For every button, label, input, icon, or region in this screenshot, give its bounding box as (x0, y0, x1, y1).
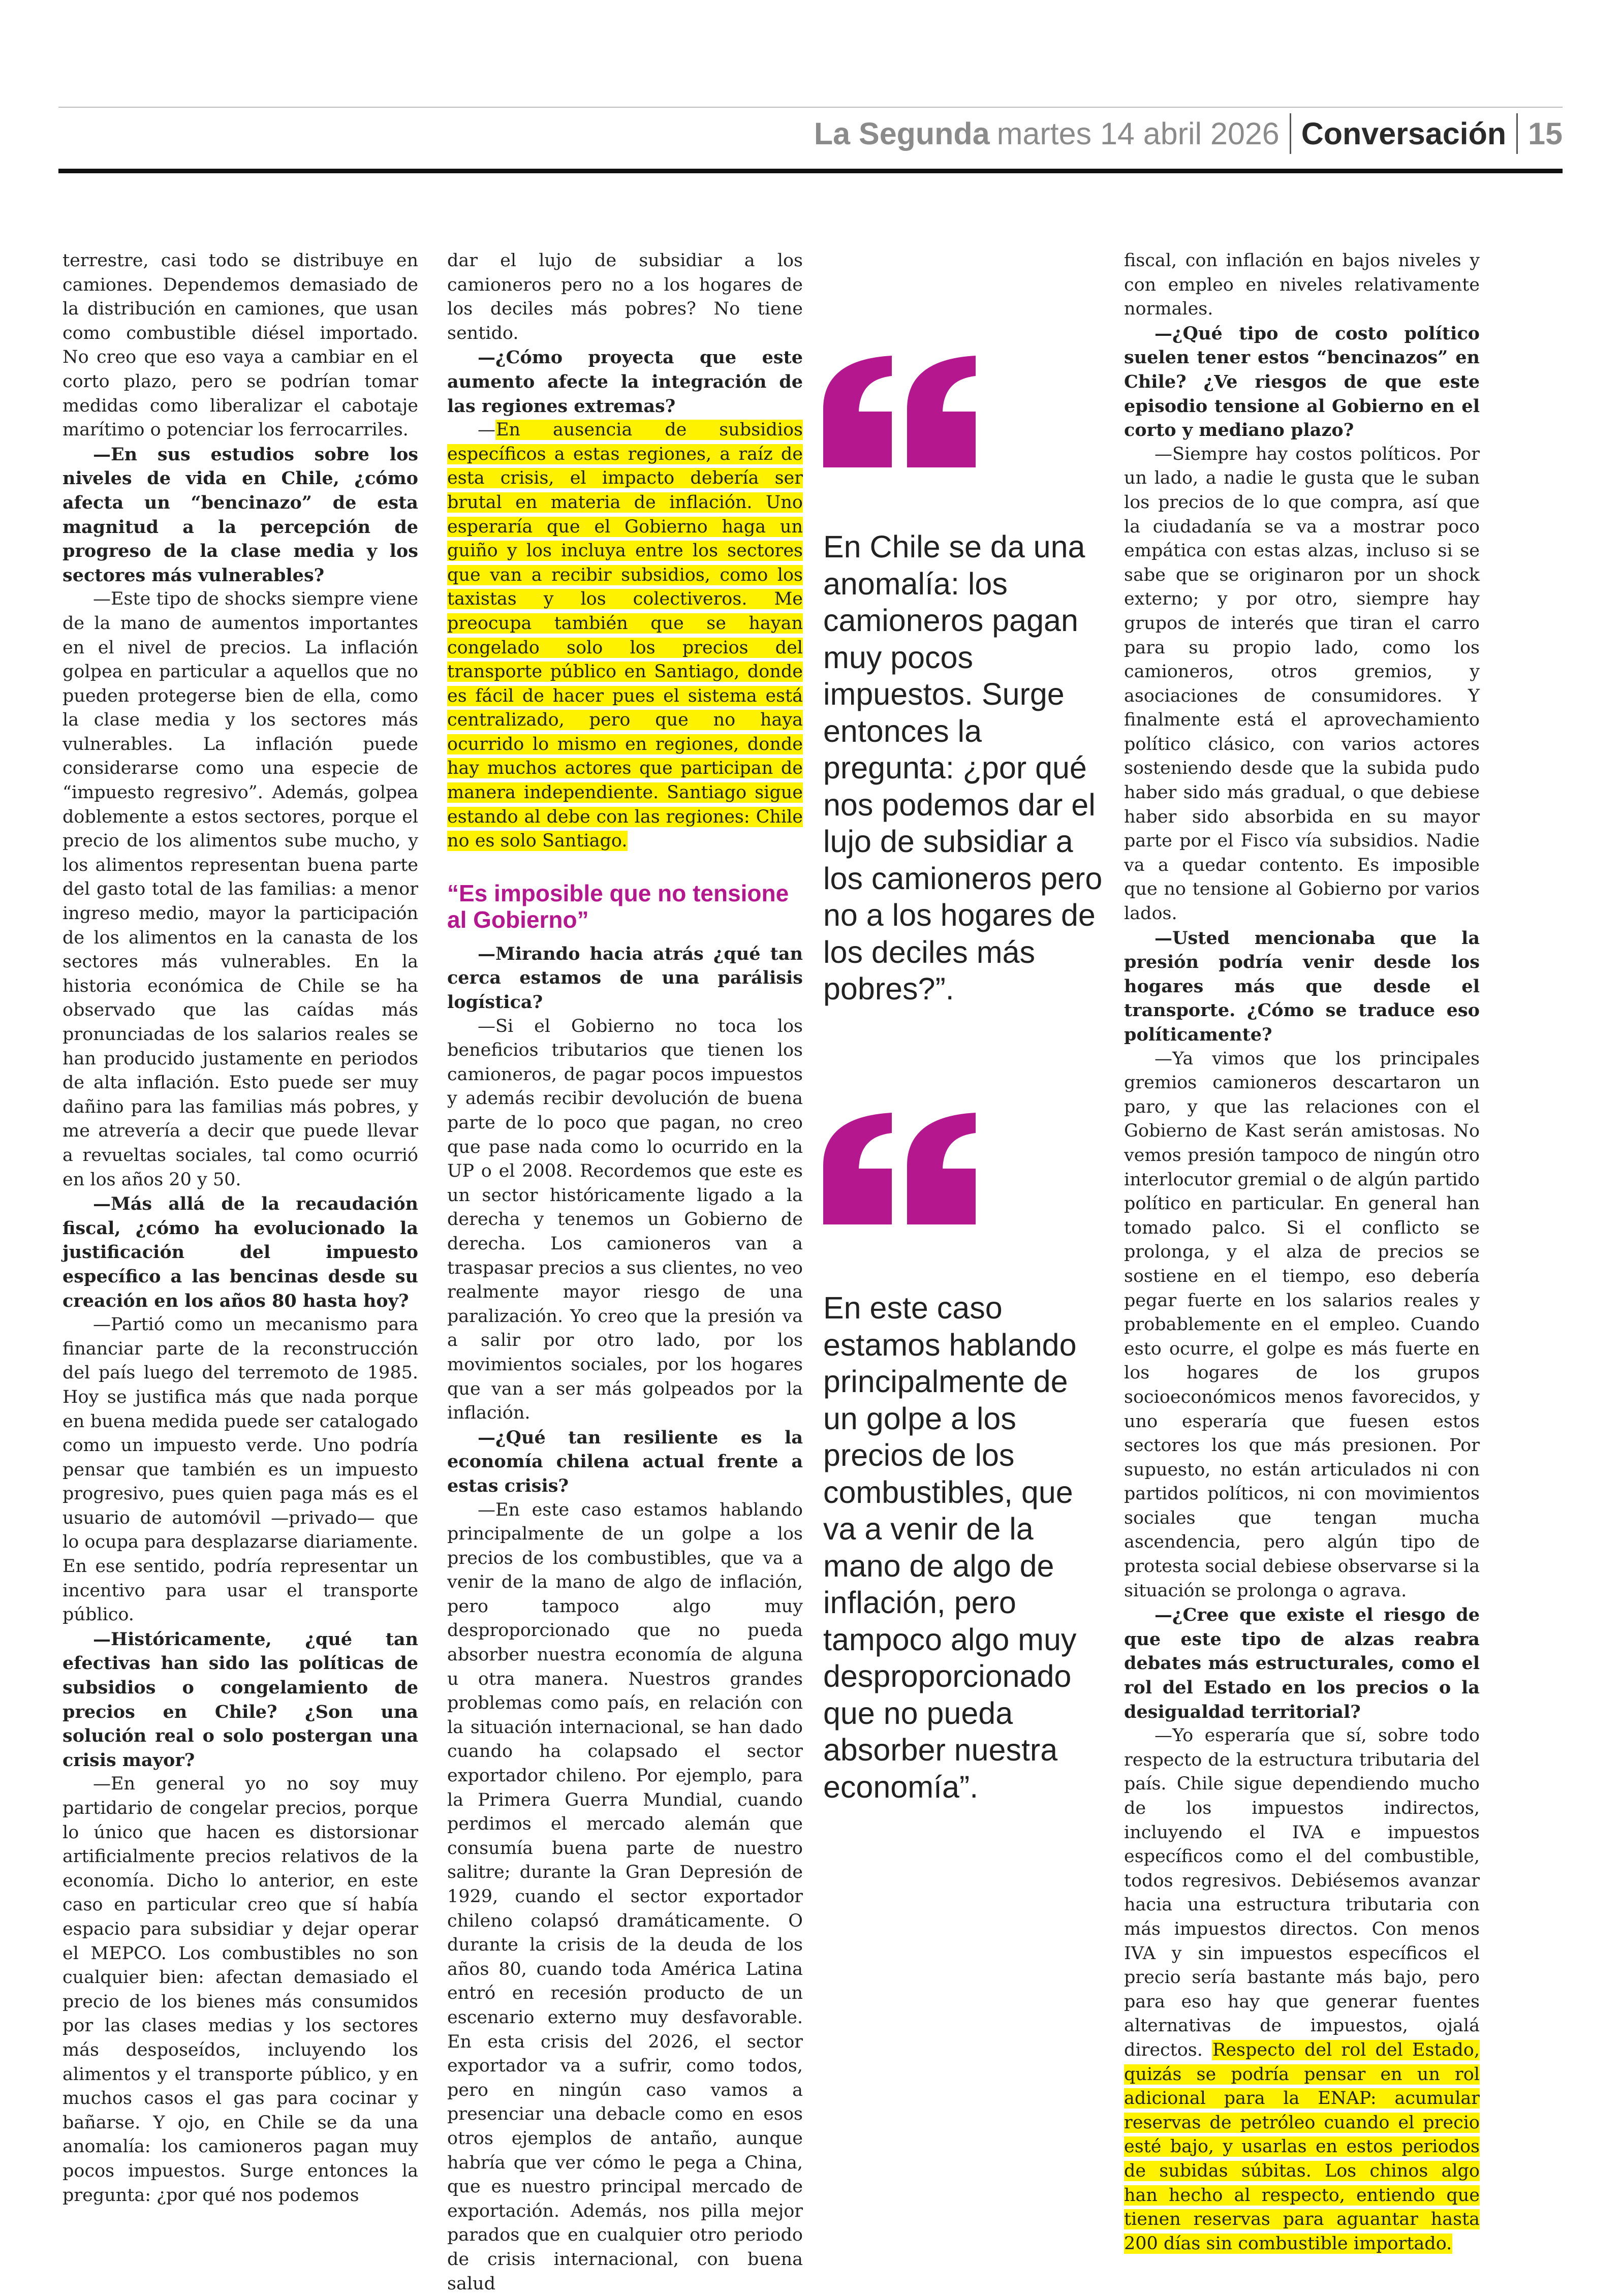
highlighted-text: En ausencia de subsidios específicos a estas regiones, a raíz de esta crisis, el impacto debería ser brutal en materia de inflación. Uno esperaría que el Gobierno haga un guiño y los incluya entre los sectores que van a recibir subsidios, como los taxistas y los colectiveros. Me preocupa también que se hayan congelado solo los precios del transporte público en Santiago, donde es fácil de hacer pues el sistema está centralizado, pero que no haya ocurrido lo mismo en regiones, donde hay muchos actores que participan de manera independiente. Santiago sigue estando al debe con las regiones: Chile no es solo Santiago. (447, 420, 803, 851)
interview-answer: —En general yo no soy muy partidario de congelar precios, porque lo único que hacen es distorsionar artificialmente precios relativos de la economía. Dicho lo anterior, en este caso en particular creo que sí había espacio para subsidiar y dejar operar el MEPCO. Los combustibles no son cualquier bien: afectan demasiado el precio de los bienes más consumidos por las clases medias y los sectores más desposeídos, incluyendo los alimentos y el transporte público, y en muchos casos el gas para cocinar y bañarse. Y ojo, en Chile se da una anomalía: los camioneros pagan muy pocos impuestos. Surge entonces la pregunta: ¿por qué nos podemos (63, 1772, 418, 2208)
answer-text: —Yo esperaría que sí, sobre todo respecto de la estructura tributaria del país. Chile sigue dependiendo mucho de los impuestos indirectos, incluyendo el IVA e impuestos específicos como el del combustible, todos regresivos. Debiésemos avanzar hacia una estructura tributaria con más impuestos directos. Con menos IVA y sin impuestos específicos el precio sería bastante más bajo, pero para eso hay que generar fuentes alternativas de impuestos, ojalá directos. (1124, 1725, 1480, 2060)
interview-question: —¿Qué tan resiliente es la economía chilena actual frente a estas crisis? (447, 1426, 803, 1498)
interview-question: —¿Qué tipo de costo político suelen tener estos “bencinazos” en Chile? ¿Ve riesgos de que este episodio tensione al Gobierno en el corto y mediano plazo? (1124, 322, 1480, 443)
quote-mark-icon (823, 1113, 976, 1224)
interview-question: —Más allá de la recaudación fiscal, ¿cómo ha evolucionado la justificación del impuesto específico a las bencinas desde su creación en los años 80 hasta hoy? (63, 1192, 418, 1313)
interview-answer: —Siempre hay costos políticos. Por un lado, a nadie le gusta que le suban los precios de lo que compra, así que la ciudadanía se va a mostrar poco empática con estas alzas, incluso si se sabe que se originaron por un shock externo; y por otro, siempre hay grupos de interés que tiran el carro para su propio lado, como los camioneros, otros gremios, y asociaciones de consumidores. Y finalmente está el aprovechamiento político clásico, con varios actores sosteniendo desde que la subida pudo haber sido más gradual, o que debiese haber sido absorbida en su mayor parte por el Fisco vía subsidios. Nadie va a quedar contento. Es imposible que no tensione al Gobierno por varios lados. (1124, 443, 1480, 926)
paragraph: terrestre, casi todo se distribuye en camiones. Dependemos demasiado de la distribución en camiones, que usan como combustible diésel importado. No creo que eso vaya a cambiar en el corto plazo, pero se podrían tomar medidas como liberalizar el cabotaje marítimo o potenciar los ferrocarriles. (63, 249, 418, 443)
header-rule (58, 169, 1563, 173)
section-name: Conversación (1301, 116, 1506, 151)
column-4 (1124, 249, 1480, 2256)
answer-dash: — (478, 420, 495, 440)
interview-question: —En sus estudios sobre los niveles de vida en Chile, ¿cómo afecta un “bencinazo” de esta magnitud a la percepción de progreso de la clase media y los sectores más vulnerables? (63, 443, 418, 588)
paragraph: fiscal, con inflación en bajos niveles y con empleo en niveles relativamente normales. (1124, 249, 1480, 322)
interview-question: —¿Cómo proyecta que este aumento afecte la integración de las regiones extremas? (447, 345, 803, 418)
interview-answer: —Partió como un mecanismo para financiar parte de la reconstrucción del país luego del terremoto de 1985. Hoy se justifica más que nada porque en buena medida puede ser catalogado como un impuesto verde. Uno podría pensar que también es un impuesto progresivo, pues quien paga más es el usuario de automóvil —privado— que lo ocupa para desplazarse diariamente. En ese sentido, podría representar un incentivo para usar el transporte público. (63, 1313, 418, 1627)
header-divider (1290, 113, 1291, 154)
highlighted-text: Respecto del rol del Estado, quizás se podría pensar en un rol adicional para la ENAP: acumular reservas de petróleo cuando el precio esté bajo, y usarlas en estos periodos de subidas súbitas. Los chinos algo han hecho al respecto, entiendo que tienen reservas para aguantar hasta 200 días sin combustible importado. (1124, 2040, 1480, 2254)
interview-answer: —Ya vimos que los principales gremios camioneros descartaron un paro, y que las relaciones con el Gobierno de Kast serán amistosas. No vemos presión tampoco de ningún otro interlocutor gremial o de algún partido político en particular. En general han tomado palco. Si el conflicto se prolonga, y el alza de precios se sostiene en el tiempo, eso debería pegar fuerte en los salarios reales y probablemente en el empleo. Cuando esto ocurre, el golpe es más fuerte en los hogares de los grupos socioeconómicos menos favorecidos, y uno esperaría que fuesen estos sectores los que más presionen. Por supuesto, no están articulados ni con partidos políticos, ni con movimientos sociales que tengan mucha ascendencia, pero algún tipo de protesta social debiese observarse si la situación se prolonga o agrava. (1124, 1047, 1480, 1603)
interview-answer: —En este caso estamos hablando principalmente de un golpe a los precios de los combustibles, que va a venir de la mano de algo de inflación, pero tampoco algo muy desproporcionado que no pueda absorber nuestra economía de alguna u otra manera. Nuestros grandes problemas como país, en relación con la situación internacional, se han dado cuando ha colapsado el sector exportador chileno. Por ejemplo, para la Primera Guerra Mundial, cuando perdimos el mercado alemán que consumía buena parte de nuestro salitre; durante la Gran Depresión de 1929, cuando el sector exportador chileno colapsó dramáticamente. O durante la crisis de la deuda de los años 80, cuando toda América Latina entró en recesión producto de un escenario externo muy desfavorable. En esta crisis del 2026, el sector exportador va a sufrir, como todos, pero en ningún caso vamos a presenciar una debacle como en esos otros ejemplos de antaño, aunque habría que ver cómo le pega a China, que es nuestro principal mercado de exportación. Además, nos pilla mejor parados que en cualquier otro periodo de crisis internacional, con buena salud (447, 1498, 803, 2296)
newspaper-name: La Segunda (814, 116, 990, 151)
interview-answer: —Este tipo de shocks siempre viene de la mano de aumentos importantes en el nivel de precios. La inflación golpea en particular a aquellos que no pueden protegerse bien de ella, como la clase media y los sectores más vulnerables. La inflación puede considerarse como una especie de “impuesto regresivo”. Además, golpea doblemente a estos sectores, porque el precio de los alimentos sube mucho, y los alimentos representan buena parte del gasto total de las familias: a menor ingreso medio, mayor la participación de los alimentos en la canasta de los sectores más vulnerables. En la historia económica de Chile se ha observado que las caídas más pronunciadas de los salarios reales se han producido justamente en periodos de alta inflación. Esto puede ser muy dañino para las familias más pobres, y me atrevería a decir que puede llevar a revueltas sociales, tal como ocurrió en los años 20 y 50. (63, 587, 418, 1192)
interview-question: —Históricamente, ¿qué tan efectivas han sido las políticas de subsidios o congelamiento de precios en Chile? ¿Son una solución real o solo postergan una crisis mayor? (63, 1627, 418, 1773)
interview-question: —Mirando hacia atrás ¿qué tan cerca estamos de una parálisis logística? (447, 942, 803, 1015)
pull-quote-text: En Chile se da una anomalía: los camioneros pagan muy pocos impuestos. Surge entonces la pregunta: ¿por qué nos podemos dar el lujo de subsidiar a los camioneros pero no a los hogares de los deciles más pobres?”. (823, 528, 1103, 1008)
paragraph: dar el lujo de subsidiar a los camioneros pero no a los hogares de los deciles más pobres? No tiene sentido. (447, 249, 803, 345)
page-header (814, 111, 1563, 156)
interview-question: —¿Cree que existe el riesgo de que este tipo de alzas reabra debates más estructurales, como el rol del Estado en los precios o la desigualdad territorial? (1124, 1603, 1480, 1724)
page-number: 15 (1528, 116, 1563, 151)
pull-quote-2 (823, 1113, 1103, 1805)
quote-mark-icon (823, 356, 976, 467)
header-top-rule (58, 107, 1563, 108)
column-1 (63, 249, 418, 2208)
interview-answer (1124, 1724, 1480, 2256)
header-divider-2 (1516, 113, 1518, 154)
column-2 (447, 249, 803, 2296)
pull-quote-1 (823, 356, 1103, 1008)
interview-answer (447, 418, 803, 854)
issue-date: martes 14 abril 2026 (997, 116, 1280, 151)
subheading: “Es imposible que no tensione al Gobierno” (447, 880, 803, 933)
interview-answer: —Si el Gobierno no toca los beneficios tributarios que tienen los camioneros, de pagar pocos impuestos y además recibir devolución de buena parte de lo poco que pagan, no creo que pase nada como lo ocurrido en la UP o el 2008. Recordemos que este es un sector históricamente ligado a la derecha y tenemos un Gobierno de derecha. Los camioneros van a traspasar precios a sus clientes, no veo realmente mayor riesgo de una paralización. Yo creo que la presión va a salir por otro lado, por los movimientos sociales, por los hogares que van a ser más golpeados por la inflación. (447, 1015, 803, 1426)
interview-question: —Usted mencionaba que la presión podría venir desde los hogares más que desde el transporte. ¿Cómo se traduce eso políticamente? (1124, 926, 1480, 1047)
pull-quote-text: En este caso estamos hablando principalmente de un golpe a los precios de los combustibles, que va a venir de la mano de algo de inflación, pero tampoco algo muy desproporcionado que no pueda absorber nuestra economía”. (823, 1289, 1103, 1805)
